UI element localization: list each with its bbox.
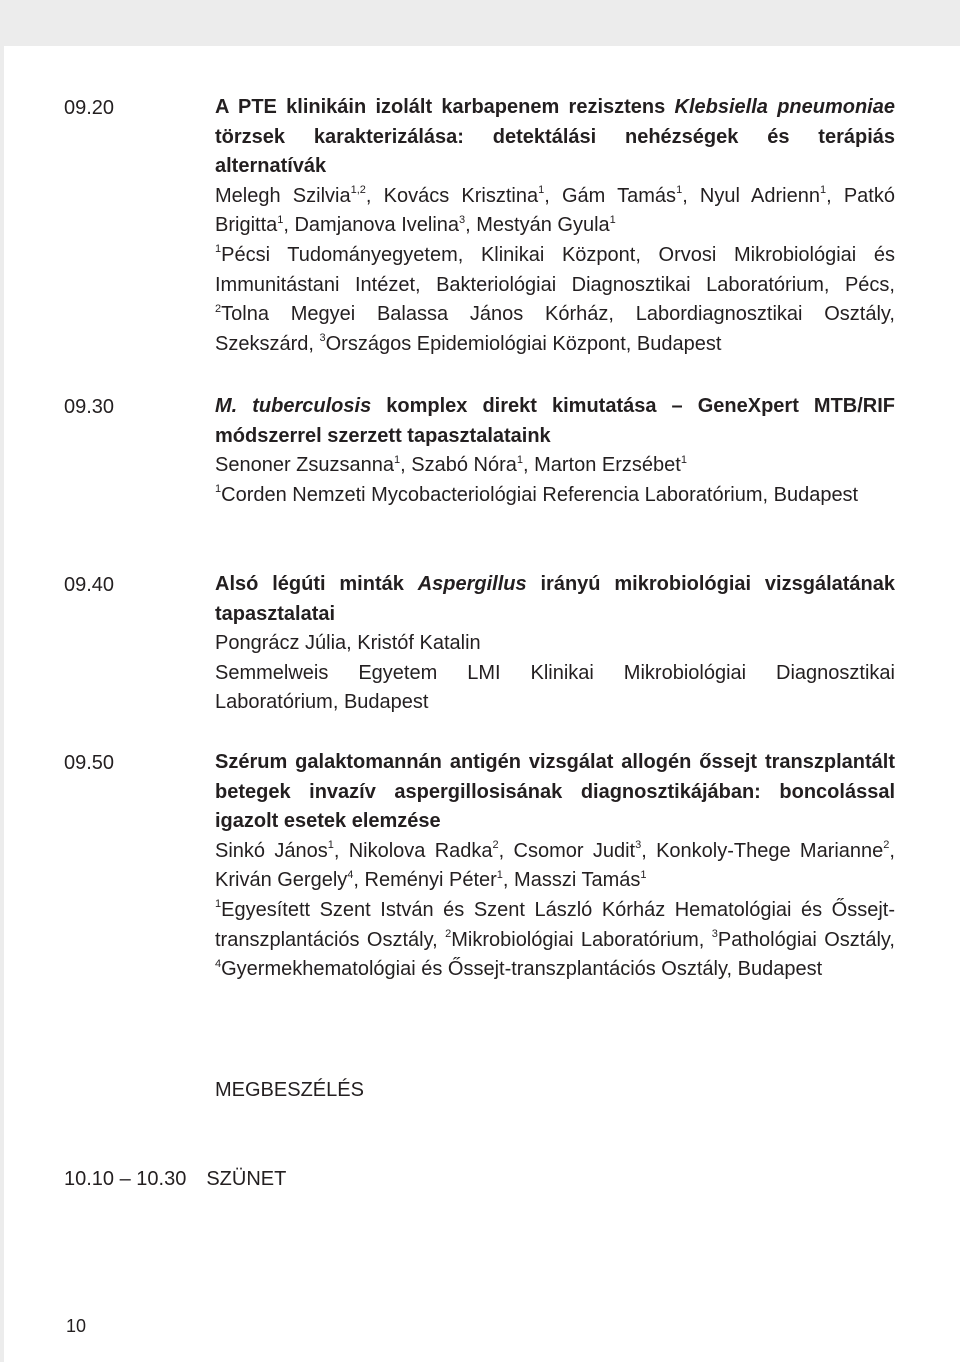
- affiliation-mark: 1: [215, 483, 222, 496]
- affiliation-mark: 3: [711, 927, 718, 940]
- author-affiliation-mark: 1: [327, 839, 334, 852]
- author-name: , Marton Erzsébet: [523, 454, 681, 477]
- author-name: , Gám Tamás: [544, 184, 677, 207]
- author-affiliation-mark: 1: [394, 453, 401, 466]
- author-affiliation-mark: 3: [635, 839, 642, 852]
- author-affiliation-mark: 4: [347, 868, 354, 881]
- affiliation-mark: 2: [215, 302, 222, 315]
- entry-affiliations: [215, 896, 895, 985]
- affiliation-text: Országos Epidemiológiai Központ, Budapest: [325, 332, 722, 355]
- affiliation-mark: 4: [215, 957, 222, 970]
- author-name: , Reményi Péter: [353, 869, 497, 892]
- entry-time: 09.30: [64, 396, 115, 418]
- affiliation-text: Mikrobiológiai Laboratórium,: [451, 928, 712, 951]
- entry-title: [215, 392, 895, 451]
- author-affiliation-mark: 1: [680, 453, 687, 466]
- affiliation-text: Pathológiai Osztály,: [717, 928, 895, 951]
- entry-content: [215, 570, 895, 718]
- author-affiliation-mark: 1: [516, 453, 523, 466]
- author-name: Pongrácz Júlia, Kristóf Katalin: [215, 632, 481, 655]
- entry-title: [215, 748, 895, 837]
- entry-content: [215, 748, 895, 985]
- top-margin-band: [0, 0, 960, 46]
- affiliation-text: Pécsi Tudományegyetem, Klinikai Központ, Orvosi Mikrobiológiai és Immunitástani Intézet, Bakteriológiai Diagnosztikai Laboratórium, Pécs,: [215, 243, 895, 296]
- entry-title: [215, 93, 895, 182]
- entry-authors: [215, 837, 895, 896]
- entry-authors: [215, 182, 895, 241]
- affiliation-mark: 3: [319, 332, 326, 345]
- author-affiliation-mark: 2: [492, 839, 499, 852]
- discussion-label: MEGBESZÉLÉS: [215, 1079, 364, 1101]
- author-name: Sinkó János: [215, 839, 328, 862]
- author-affiliation-mark: 3: [459, 213, 466, 226]
- entry-affiliations: [215, 481, 895, 511]
- break-row: [64, 1164, 286, 1194]
- title-segment: komplex direkt kimutatása – GeneXpert MTB/RIF módszerrel szerzett tapasztalataink: [215, 395, 895, 447]
- entry-time: 09.50: [64, 752, 115, 774]
- page-number: 10: [66, 1316, 87, 1336]
- affiliation-mark: 2: [445, 927, 452, 940]
- author-affiliation-mark: 1: [538, 184, 545, 197]
- break-label: SZÜNET: [206, 1168, 287, 1190]
- entry-content: [215, 392, 895, 510]
- author-name: Melegh Szilvia: [215, 184, 351, 207]
- entry-title: [215, 570, 895, 629]
- title-italic-segment: Aspergillus: [417, 573, 527, 595]
- affiliation-text: Tolna Megyei Balassa János Kórház, Labordiagnosztikai Osztály, Szekszárd,: [215, 303, 895, 355]
- title-segment: Szérum galaktomannán antigén vizsgálat allogén őssejt transzplantált betegek invazív aspergillosisának diagnosztikájában: boncolással igazolt esetek elemzése: [215, 751, 895, 833]
- left-margin-band: [0, 0, 4, 1362]
- author-name: , Nyul Adrienn: [682, 184, 820, 207]
- author-affiliation-mark: 1: [277, 213, 284, 226]
- author-affiliation-mark: 1,2: [350, 184, 366, 197]
- author-name: , Szabó Nóra: [400, 454, 517, 477]
- entry-affiliations: [215, 659, 895, 718]
- author-affiliation-mark: 1: [819, 184, 827, 197]
- author-name: , Konkoly-Thege Marianne: [641, 839, 884, 862]
- title-segment: A PTE klinikáin izolált karbapenem rezisztens: [215, 96, 675, 118]
- author-name: , Csomor Judit: [498, 839, 636, 862]
- title-segment: törzsek karakterizálása: detektálási nehézségek és terápiás alternatívák: [215, 125, 895, 178]
- author-name: , Patkó Brigitta: [215, 184, 895, 237]
- affiliation-text: Gyermekhematológiai és Őssejt-transzplantációs Osztály, Budapest: [221, 958, 823, 981]
- author-affiliation-mark: 1: [609, 213, 616, 226]
- author-name: , Mestyán Gyula: [465, 214, 610, 237]
- author-name: , Kovács Krisztina: [365, 184, 539, 207]
- affiliation-text: Semmelweis Egyetem LMI Klinikai Mikrobiológiai Diagnosztikai Laboratórium, Budapest: [215, 661, 895, 714]
- author-affiliation-mark: 1: [496, 868, 503, 881]
- author-affiliation-mark: 2: [883, 839, 890, 852]
- entry-authors: [215, 451, 895, 481]
- affiliation-mark: 1: [215, 243, 222, 256]
- author-name: , Kriván Gergely: [215, 839, 895, 892]
- entry-authors: [215, 629, 895, 659]
- affiliation-mark: 1: [215, 898, 222, 911]
- author-affiliation-mark: 1: [640, 868, 647, 881]
- affiliation-text: Egyesített Szent István és Szent László Kórház Hematológiai és Őssejt-transzplantációs Osztály,: [215, 898, 895, 951]
- author-name: , Masszi Tamás: [502, 869, 641, 892]
- break-time: 10.10 – 10.30: [64, 1168, 187, 1190]
- affiliation-text: Corden Nemzeti Mycobacteriológiai Referencia Laboratórium, Budapest: [221, 483, 859, 506]
- author-affiliation-mark: 1: [676, 184, 683, 197]
- entry-time: 09.40: [64, 574, 115, 596]
- title-italic-segment: M. tuberculosis: [215, 395, 372, 417]
- author-name: , Nikolova Radka: [333, 839, 493, 862]
- author-name: Senoner Zsuzsanna: [215, 454, 395, 477]
- entry-affiliations: [215, 241, 895, 359]
- title-segment: irányú mikrobiológiai vizsgálatának tapasztalatai: [215, 573, 895, 625]
- entry-time: 09.20: [64, 97, 115, 119]
- entry-content: [215, 93, 895, 359]
- author-name: , Damjanova Ivelina: [283, 214, 460, 237]
- title-italic-segment: Klebsiella pneumoniae: [674, 96, 895, 118]
- title-segment: Alsó légúti minták: [215, 573, 418, 595]
